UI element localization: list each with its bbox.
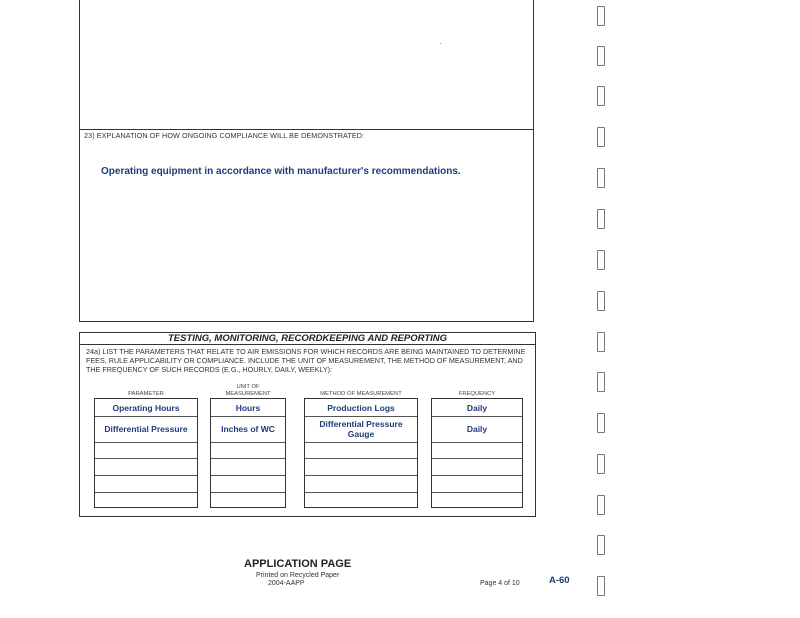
- binder-hole: [597, 6, 605, 26]
- unit-column: [210, 398, 286, 508]
- row2-method: Differential Pressure Gauge: [319, 419, 403, 439]
- binder-hole: [597, 291, 605, 311]
- column-header-unit-line2: MEASUREMENT: [225, 391, 271, 397]
- page-count: Page 4 of 10: [480, 580, 520, 587]
- parameter-column: [94, 398, 198, 508]
- form-number: 2004-AAPP: [268, 580, 305, 587]
- row-divider: [95, 416, 197, 417]
- row-divider: [432, 442, 522, 443]
- binder-hole: [597, 576, 605, 596]
- column-header-frequency: FREQUENCY: [458, 391, 496, 397]
- binder-hole: [597, 332, 605, 352]
- section-24-title: TESTING, MONITORING, RECORDKEEPING AND REPORTING: [167, 333, 448, 344]
- row-divider: [432, 492, 522, 493]
- row-divider: [211, 492, 285, 493]
- recycled-paper-note: Printed on Recycled Paper: [256, 572, 340, 579]
- binder-hole: [597, 46, 605, 66]
- binder-hole: [597, 250, 605, 270]
- row-divider: [211, 458, 285, 459]
- section-23-answer: Operating equipment in accordance with manufacturer's recommendations.: [101, 166, 461, 177]
- binder-hole: [597, 127, 605, 147]
- column-header-method: METHOD OF MEASUREMENT: [320, 391, 402, 397]
- row-divider: [305, 416, 417, 417]
- binder-hole: [597, 372, 605, 392]
- binder-hole: [597, 413, 605, 433]
- row2-frequency: Daily: [466, 424, 488, 434]
- row-divider: [211, 442, 285, 443]
- binder-hole: [597, 495, 605, 515]
- column-header-unit-line1: UNIT OF: [236, 384, 260, 390]
- column-header-parameter: PARAMETER: [128, 391, 164, 397]
- frequency-column: [431, 398, 523, 508]
- row-divider: [432, 458, 522, 459]
- binder-hole: [597, 454, 605, 474]
- method-column: [304, 398, 418, 508]
- binder-hole: [597, 535, 605, 555]
- row-divider: [432, 475, 522, 476]
- row-divider: [95, 442, 197, 443]
- section-24a-question: 24a) LIST THE PARAMETERS THAT RELATE TO AIR EMISSIONS FOR WHICH RECORDS ARE BEING MAINTAINED TO DETERMINE FEES, RULE APPLICABILITY OR COMPLIANCE. INCLUDE THE UNIT OF MEASUREMENT, THE METHOD OF MEASUREMENT, AND THE FREQUENCY OF SUCH RECORDS (E.G., HOURLY, DAILY, WEEKLY):: [86, 347, 526, 374]
- row1-unit: Hours: [235, 403, 261, 413]
- section-24-header-divider: [79, 344, 536, 345]
- row1-frequency: Daily: [466, 403, 488, 413]
- row-divider: [432, 416, 522, 417]
- row1-method: Production Logs: [327, 403, 395, 413]
- section-22-box: [79, 0, 534, 322]
- row-divider: [305, 492, 417, 493]
- row-divider: [95, 458, 197, 459]
- row-divider: [95, 475, 197, 476]
- section-23-question: 23) EXPLANATION OF HOW ONGOING COMPLIANCE WILL BE DEMONSTRATED:: [84, 131, 365, 140]
- row-divider: [211, 416, 285, 417]
- row1-parameter: Operating Hours: [112, 403, 180, 413]
- row-divider: [211, 475, 285, 476]
- binder-hole: [597, 209, 605, 229]
- section-23-divider: [79, 129, 534, 130]
- page-id: A-60: [549, 575, 570, 586]
- application-page-title: APPLICATION PAGE: [244, 558, 352, 570]
- binder-hole: [597, 86, 605, 106]
- scan-speck: [440, 43, 441, 44]
- row2-unit: Inches of WC: [221, 424, 275, 434]
- row-divider: [305, 475, 417, 476]
- row-divider: [95, 492, 197, 493]
- row2-parameter: Differential Pressure: [104, 424, 188, 434]
- row-divider: [305, 442, 417, 443]
- binder-hole: [597, 168, 605, 188]
- row-divider: [305, 458, 417, 459]
